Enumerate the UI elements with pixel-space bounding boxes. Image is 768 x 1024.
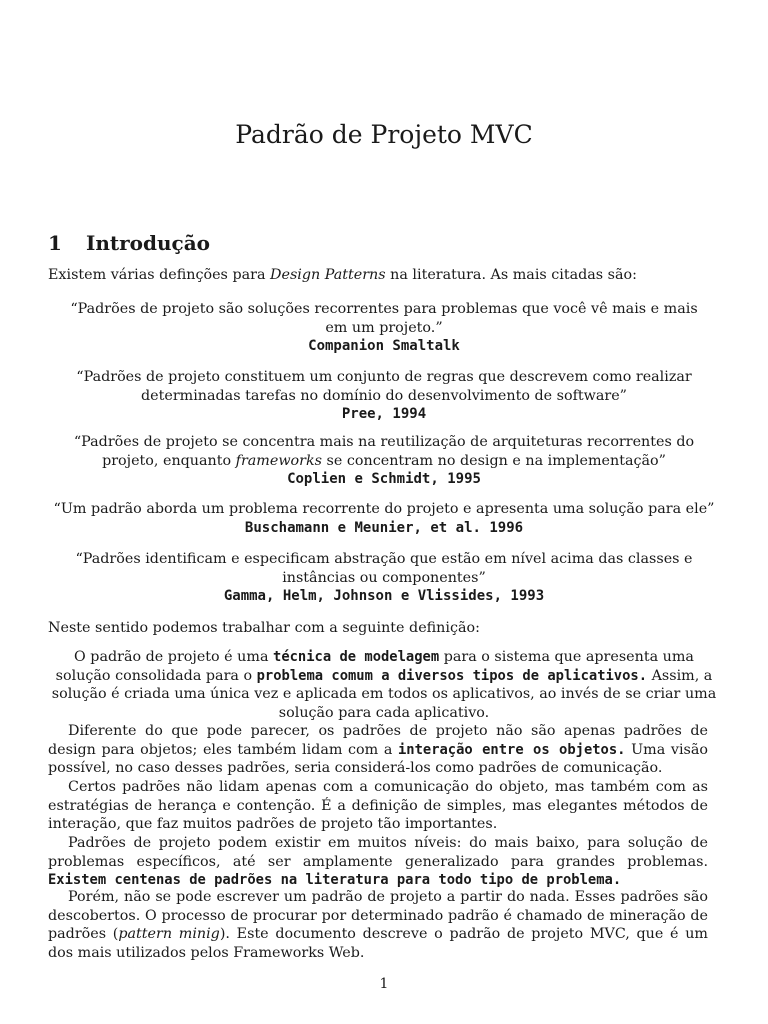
quote-3 <box>60 433 708 489</box>
quote-text: “Um padrão aborda um problema recorrente do projeto e apresenta uma solução para ele” <box>53 501 715 517</box>
quote-text: “Padrões de projeto são soluções recorrentes para problemas que você vê mais e mais em um projeto.” <box>70 301 698 336</box>
quote-author: Pree, 1994 <box>341 406 427 422</box>
definition-paragraph: O padrão de projeto é uma técnica de modelagem para o sistema que apresenta uma solução consolidada para o problema comum a diversos tipos de aplicativos. Assim, a solução é criada uma única vez e aplicada em todos os aplicativos, ao invés de se criar uma solução para cada aplicativo. <box>51 649 717 721</box>
body-paragraph-1: Diferente do que pode parecer, os padrões de projeto não são apenas padrões de design para objetos; eles também lidam com a interação entre os objetos. Uma visão possível, no caso desses padrões, seria considerá-los como padrões de comunicação. <box>48 723 708 776</box>
body-bold: Existem centenas de padrões na literatura para todo tipo de problema. <box>48 872 622 888</box>
quote-author: Coplien e Schmidt, 1995 <box>287 471 481 487</box>
page-number: 1 <box>379 976 389 992</box>
quote-5 <box>54 550 714 606</box>
quote-text: “Padrões de projeto se concentra mais na reutilização de arquiteturas recorrentes do projeto, enquanto frameworks se concentram no design e na implementação” <box>73 434 695 469</box>
section-heading <box>48 229 210 257</box>
section-number: 1 <box>48 231 62 255</box>
body-paragraph-4: Porém, não se pode escrever um padrão de projeto a partir do nada. Esses padrões são descobertos. O processo de procurar por determinado padrão é chamado de mineração de padrões (pattern minig). Este documento descreve o padrão de projeto MVC, que é um dos mais utilizados pelos Frameworks Web. <box>48 889 708 961</box>
section-title: Introdução <box>86 231 211 255</box>
quote-author: Buschamann e Meunier, et al. 1996 <box>244 519 524 536</box>
quote-author: Companion Smaltalk <box>308 338 460 354</box>
body-bold: interação entre os objetos. <box>397 741 626 758</box>
quote-text: “Padrões identificam e especificam abstração que estão em nível acima das classes e instâncias ou componentes” <box>75 551 693 586</box>
body-emphasis: pattern minig <box>118 926 220 942</box>
intro-paragraph: Existem várias definções para Design Patterns na literatura. As mais citadas são: <box>48 267 637 283</box>
document-title: Padrão de Projeto MVC <box>235 120 533 149</box>
intro-emphasis: Design Patterns <box>270 267 386 283</box>
lead-in-paragraph: Neste sentido podemos trabalhar com a seguinte definição: <box>48 620 480 636</box>
definition-bold-1: técnica de modelagem <box>273 649 440 665</box>
body-paragraph-3: Padrões de projeto podem existir em muitos níveis: do mais baixo, para solução de problemas específicos, até ser amplamente generalizado para grandes problemas. Existem centenas de padrões na literatura para todo tipo de problema. <box>48 835 708 888</box>
definition-bold-2: problema comum a diversos tipos de aplicativos. <box>256 667 648 684</box>
quote-4 <box>48 500 720 537</box>
quote-text: “Padrões de projeto constituem um conjunto de regras que descrevem como realizar determinadas tarefas no domínio do desenvolvimento de software” <box>76 369 692 404</box>
body-paragraph-2: Certos padrões não lidam apenas com a comunicação do objeto, mas também com as estratégias de herança e contenção. É a definição de simples, mas elegantes métodos de interação, que faz muitos padrões de projeto tão importantes. <box>48 779 708 832</box>
quote-author: Gamma, Helm, Johnson e Vlissides, 1993 <box>223 588 545 604</box>
quote-2 <box>48 368 720 424</box>
quote-1 <box>66 300 702 356</box>
quote-emphasis: frameworks <box>235 452 323 469</box>
